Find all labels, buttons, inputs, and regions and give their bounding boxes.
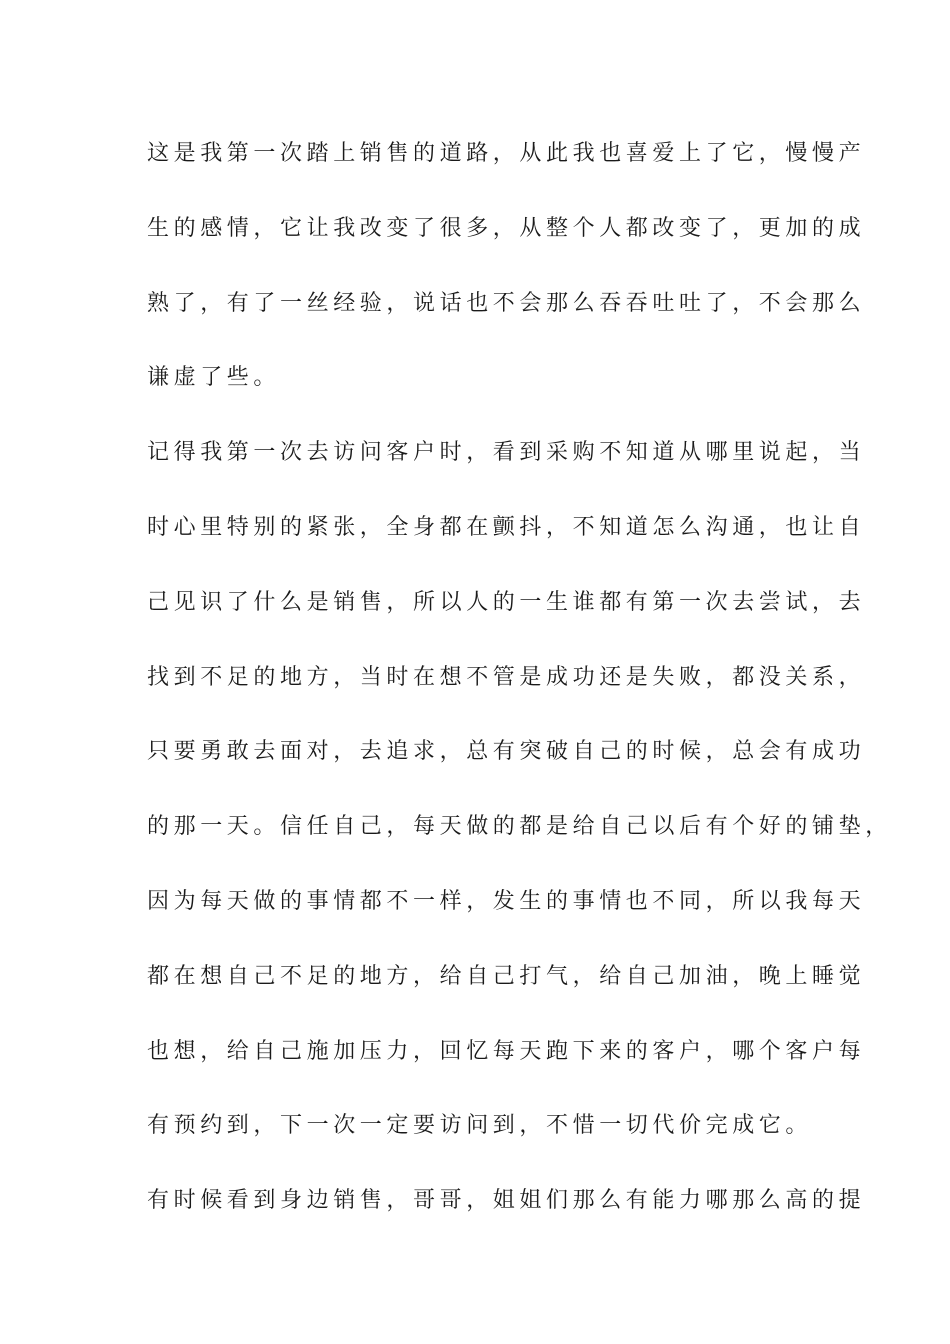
- text-line: 只要勇敢去面对，去追求，总有突破自己的时候，总会有成功: [147, 739, 866, 765]
- text-line: 生的感情，它让我改变了很多，从整个人都改变了，更加的成: [147, 215, 866, 241]
- text-line: 熟了，有了一丝经验，说话也不会那么吞吞吐吐了，不会那么: [147, 290, 866, 316]
- body-text: [147, 132, 892, 1254]
- text-line: 都在想自己不足的地方，给自己打气，给自己加油，晚上睡觉: [147, 963, 866, 989]
- text-line: 找到不足的地方，当时在想不管是成功还是失败，都没关系，: [147, 664, 866, 690]
- text-line: 有预约到，下一次一定要访问到，不惜一切代价完成它。: [147, 1113, 813, 1139]
- text-line: 己见识了什么是销售，所以人的一生谁都有第一次去尝试，去: [147, 589, 866, 615]
- text-line: 有时候看到身边销售，哥哥，姐姐们那么有能力哪那么高的提: [147, 1188, 866, 1214]
- text-line: 这是我第一次踏上销售的道路，从此我也喜爱上了它，慢慢产: [147, 141, 866, 166]
- text-line: 的那一天。信任自己，每天做的都是给自己以后有个好的铺垫，: [147, 814, 892, 840]
- text-line: 记得我第一次去访问客户时，看到采购不知道从哪里说起，当: [147, 440, 866, 466]
- text-line: 时心里特别的紧张，全身都在颤抖，不知道怎么沟通，也让自: [147, 514, 866, 540]
- text-line: 谦虚了些。: [147, 365, 281, 391]
- text-line: 也想，给自己施加压力，回忆每天跑下来的客户，哪个客户每: [147, 1038, 866, 1064]
- text-line: 因为每天做的事情都不一样，发生的事情也不同，所以我每天: [147, 888, 866, 914]
